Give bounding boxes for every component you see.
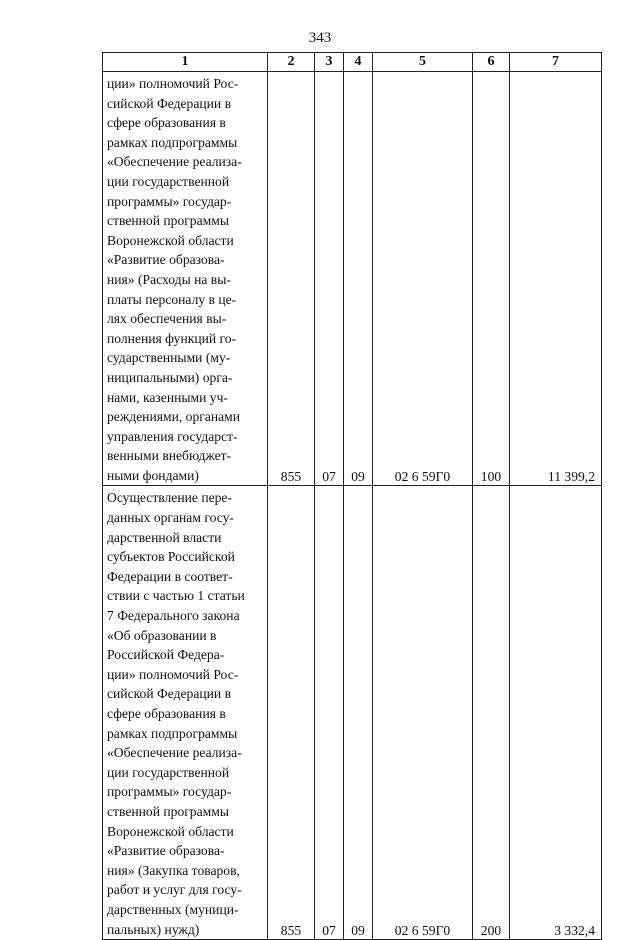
row-ministry-code: 855 bbox=[268, 486, 315, 940]
header-row bbox=[103, 53, 602, 72]
col-header-7: 7 bbox=[510, 53, 602, 72]
col-header-1: 1 bbox=[103, 53, 268, 72]
budget-table bbox=[102, 52, 602, 940]
col-header-5: 5 bbox=[373, 53, 473, 72]
row-description: Осуществление пере- данных органам госу- дарственной власти субъектов Российской Федерации в соответ- ствии с частью 1 статьи 7 Федерального закона «Об образовании в Российской Федера- ции» полномочий Рос- сийской Федерации в сфере образования в рамках подпрограммы «Обеспечение реализа- ции государственной программы» государ- ственной программы Воронежской области «Развитие образова- ния» (Закупка товаров, работ и услуг для госу- дарственных (муници- пальных) нужд) bbox=[103, 486, 268, 940]
row-expense-type: 100 bbox=[473, 72, 510, 486]
page-number: 343 bbox=[308, 30, 332, 46]
row-expense-type: 200 bbox=[473, 486, 510, 940]
row-target-article: 02 6 59Г0 bbox=[373, 72, 473, 486]
row-amount: 11 399,2 bbox=[510, 72, 602, 486]
row-target-article: 02 6 59Г0 bbox=[373, 486, 473, 940]
col-header-3: 3 bbox=[315, 53, 344, 72]
table-row bbox=[103, 486, 602, 940]
table-row bbox=[103, 72, 602, 486]
col-header-2: 2 bbox=[268, 53, 315, 72]
col-header-6: 6 bbox=[473, 53, 510, 72]
row-subsection-code: 09 bbox=[344, 72, 373, 486]
row-section-code: 07 bbox=[315, 72, 344, 486]
col-header-4: 4 bbox=[344, 53, 373, 72]
row-ministry-code: 855 bbox=[268, 72, 315, 486]
row-section-code: 07 bbox=[315, 486, 344, 940]
row-amount: 3 332,4 bbox=[510, 486, 602, 940]
row-description: ции» полномочий Рос- сийской Федерации в сфере образования в рамках подпрограммы «Обеспечение реализа- ции государственной программы» государ- ственной программы Воронежской области «Развитие образова- ния» (Расходы на вы- платы персоналу в це- лях обеспечения вы- полнения функций го- сударственными (му- ниципальными) орга- нами, казенными уч- реждениями, органами управления государст- венными внебюджет- ными фондами) bbox=[103, 72, 268, 486]
row-subsection-code: 09 bbox=[344, 486, 373, 940]
